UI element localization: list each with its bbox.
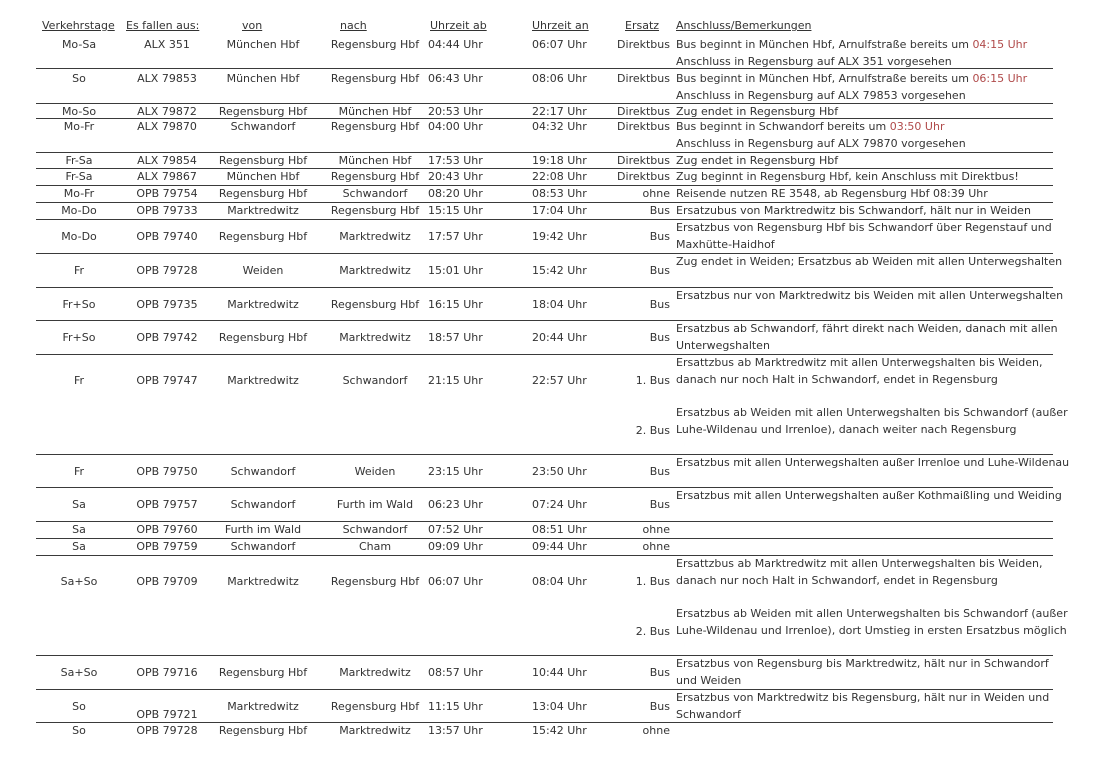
verkehrstage-cell: Sa	[72, 523, 86, 536]
bemerkung-cell	[676, 288, 1064, 305]
von-cell: Regensburg Hbf	[218, 724, 308, 737]
abfahrt-cell: 04:00 Uhr	[428, 120, 483, 133]
bemerkung-line: danach nur noch Halt in Schwandorf, endet in Regensburg	[676, 573, 998, 587]
bemerkung-text: Ersatzbus mit allen Unterwegshalten außer Irrenloe und Luhe-Wildenau	[676, 456, 1070, 469]
table-row	[36, 202, 1053, 220]
zug-cell: ALX 79872	[137, 105, 197, 118]
ersatz-cell: Bus	[649, 264, 670, 277]
ankunft-cell: 19:18 Uhr	[532, 154, 587, 167]
nach-cell: München Hbf	[338, 154, 412, 167]
header-uhrzeit-ab: Uhrzeit ab	[430, 19, 487, 32]
von-cell: Regensburg Hbf	[218, 666, 308, 679]
abfahrt-cell: 06:23 Uhr	[428, 498, 483, 511]
bemerkung-cell	[676, 119, 1056, 152]
von-cell: Marktredwitz	[227, 700, 299, 713]
bemerkung-line: Anschluss in Regensburg auf ALX 351 vorgesehen	[676, 54, 952, 68]
ersatz-cell: Bus	[649, 204, 670, 217]
bemerkung-line	[676, 37, 1056, 54]
von-cell: München Hbf	[226, 170, 300, 183]
nach-cell: Regensburg Hbf	[330, 170, 420, 183]
von-cell: München Hbf	[226, 38, 300, 51]
bemerkung-cell	[676, 355, 1068, 438]
bemerkung-line: Unterwegshalten	[676, 338, 770, 352]
zug-cell: ALX 79854	[137, 154, 197, 167]
bemerkung-line: Ersatzbus ab Weiden mit allen Unterwegshalten bis Schwandorf (außer	[676, 607, 1068, 620]
zug-cell: OPB 79757	[136, 498, 198, 511]
ersatz-cell-2: 2. Bus	[635, 424, 670, 437]
verkehrstage-cell: Sa	[72, 498, 86, 511]
verkehrstage-cell: Sa+So	[60, 575, 98, 588]
verkehrstage-cell: Fr	[73, 374, 85, 387]
von-cell: Regensburg Hbf	[218, 230, 308, 243]
ankunft-cell: 22:57 Uhr	[532, 374, 587, 387]
verkehrstage-cell: Fr+So	[62, 298, 96, 311]
von-cell: Schwandorf	[230, 465, 296, 478]
abfahrt-cell: 21:15 Uhr	[428, 374, 483, 387]
nach-cell: Regensburg Hbf	[330, 700, 420, 713]
nach-cell: Regensburg Hbf	[330, 298, 420, 311]
bemerkung-line: und Weiden	[676, 673, 742, 687]
table-row	[36, 521, 1053, 539]
ankunft-cell: 22:17 Uhr	[532, 105, 587, 118]
nach-cell: Schwandorf	[342, 374, 408, 387]
ankunft-cell: 07:24 Uhr	[532, 498, 587, 511]
nach-cell: Marktredwitz	[339, 264, 411, 277]
table-row	[36, 253, 1063, 288]
verkehrstage-cell: Mo-Do	[61, 204, 97, 217]
zug-cell: OPB 79733	[136, 204, 198, 217]
ankunft-cell: 15:42 Uhr	[532, 724, 587, 737]
von-cell: Marktredwitz	[227, 204, 299, 217]
abfahrt-cell: 20:43 Uhr	[428, 170, 483, 183]
header-uhrzeit-an: Uhrzeit an	[532, 19, 589, 32]
table-row	[36, 68, 1053, 104]
ersatz-cell: Direktbus	[617, 154, 670, 167]
bemerkung-line	[676, 254, 1063, 271]
ersatz-cell: Direktbus	[617, 170, 670, 183]
ersatz-cell: Bus	[649, 666, 670, 679]
abfahrt-cell: 08:20 Uhr	[428, 187, 483, 200]
bemerkung-line	[676, 321, 1056, 338]
table-row	[36, 555, 1068, 656]
nach-cell: Marktredwitz	[339, 230, 411, 243]
von-cell: Regensburg Hbf	[218, 105, 308, 118]
header-von: von	[242, 19, 263, 32]
verkehrstage-cell: So	[72, 72, 86, 85]
zug-cell: OPB 79754	[136, 187, 198, 200]
ersatz-cell: Direktbus	[617, 105, 670, 118]
bemerkung-cell	[676, 455, 1070, 472]
ersatz-cell: Bus	[649, 331, 670, 344]
bemerkung-text: Ersatzbus ab Schwandorf, fährt direkt nach Weiden, danach mit allen	[676, 322, 1058, 335]
table-row	[36, 320, 1058, 355]
table-row	[36, 287, 1064, 321]
nach-cell: Regensburg Hbf	[330, 120, 420, 133]
ankunft-cell: 18:04 Uhr	[532, 298, 587, 311]
nach-cell: München Hbf	[338, 105, 412, 118]
ersatz-cell: Direktbus	[617, 120, 670, 133]
ersatz-cell: Bus	[649, 298, 670, 311]
zug-cell: ALX 79867	[137, 170, 197, 183]
bemerkung-text: Zug endet in Weiden; Ersatzbus ab Weiden mit allen Unterwegshalten	[676, 255, 1063, 268]
ankunft-cell: 10:44 Uhr	[532, 666, 587, 679]
ersatz-cell: Bus	[649, 498, 670, 511]
table-row	[36, 34, 1053, 68]
bemerkung-text: Ersattzbus ab Marktredwitz mit allen Unterwegshalten bis Weiden,	[676, 356, 1043, 369]
highlighted-time: 06:15 Uhr	[972, 72, 1028, 85]
von-cell: Marktredwitz	[227, 575, 299, 588]
zug-cell: OPB 79721	[136, 708, 198, 721]
zug-cell: ALX 79853	[137, 72, 197, 85]
verkehrstage-cell: Mo-So	[61, 105, 97, 118]
von-cell: Furth im Wald	[224, 523, 302, 536]
ankunft-cell: 08:51 Uhr	[532, 523, 587, 536]
von-cell: Schwandorf	[230, 498, 296, 511]
abfahrt-cell: 18:57 Uhr	[428, 331, 483, 344]
bemerkung-text: Ersatzbus von Regensburg Hbf bis Schwandorf über Regenstauf und	[676, 221, 1052, 234]
bemerkung-text: Ersattzbus ab Marktredwitz mit allen Unterwegshalten bis Weiden,	[676, 557, 1043, 570]
abfahrt-cell: 17:57 Uhr	[428, 230, 483, 243]
von-cell: Weiden	[242, 264, 284, 277]
bemerkung-line: danach nur noch Halt in Schwandorf, endet in Regensburg	[676, 372, 998, 386]
verkehrstage-cell: Mo-Fr	[63, 120, 95, 133]
ankunft-cell: 09:44 Uhr	[532, 540, 587, 553]
verkehrstage-cell: Mo-Fr	[63, 187, 95, 200]
bemerkung-cell	[676, 321, 1056, 354]
von-cell: Regensburg Hbf	[218, 187, 308, 200]
ersatz-cell: Bus	[649, 230, 670, 243]
bemerkung-text: Reisende nutzen RE 3548, ab Regensburg Hbf 08:39 Uhr	[676, 187, 988, 200]
verkehrstage-cell: Fr+So	[62, 331, 96, 344]
header-zug: Es fallen aus:	[126, 19, 200, 32]
ersatz-cell: Bus	[649, 700, 670, 713]
zug-cell: OPB 79742	[136, 331, 198, 344]
nach-cell: Regensburg Hbf	[330, 38, 420, 51]
header-nach: nach	[340, 19, 367, 32]
bemerkung-text: Ersatzubus von Marktredwitz bis Schwandorf, hält nur in Weiden	[676, 204, 1031, 217]
header-verkehrstage: Verkehrstage	[42, 19, 115, 32]
nach-cell: Schwandorf	[342, 523, 408, 536]
bemerkung-line	[676, 119, 1056, 136]
bemerkung-cell	[676, 220, 1056, 253]
ankunft-cell: 08:53 Uhr	[532, 187, 587, 200]
bemerkung-text: Bus beginnt in München Hbf, Arnulfstraße bereits um	[676, 72, 973, 85]
zug-cell: OPB 79747	[136, 374, 198, 387]
bemerkung-line	[676, 690, 1056, 707]
bemerkung-line: Maxhütte-Haidhof	[676, 237, 775, 251]
table-row	[36, 118, 1053, 153]
table-row	[36, 487, 1062, 522]
von-cell: Regensburg Hbf	[218, 154, 308, 167]
bemerkung-cell	[676, 690, 1056, 723]
zug-cell: ALX 79870	[137, 120, 197, 133]
zug-cell: OPB 79759	[136, 540, 198, 553]
bemerkung-cell	[676, 71, 1056, 104]
bemerkung-line: Luhe-Wildenau und Irrenloe), danach weiter nach Regensburg	[676, 422, 1017, 436]
bemerkung-cell	[676, 488, 1062, 505]
verkehrstage-cell: Sa+So	[60, 666, 98, 679]
ankunft-cell: 04:32 Uhr	[532, 120, 587, 133]
nach-cell: Cham	[358, 540, 392, 553]
ersatz-cell: 1. Bus	[635, 575, 670, 588]
verkehrstage-cell: Mo-Do	[61, 230, 97, 243]
von-cell: Regensburg Hbf	[218, 331, 308, 344]
ersatz-cell: 1. Bus	[635, 374, 670, 387]
zug-cell: OPB 79735	[136, 298, 198, 311]
header-ersatz: Ersatz	[625, 19, 660, 32]
ankunft-cell: 06:07 Uhr	[532, 38, 587, 51]
bemerkung-line	[676, 71, 1056, 88]
zug-cell: OPB 79740	[136, 230, 198, 243]
bemerkung-text: Zug endet in Regensburg Hbf	[676, 154, 839, 167]
ersatz-cell: ohne	[642, 523, 670, 536]
ersatz-cell: ohne	[642, 724, 670, 737]
nach-cell: Marktredwitz	[339, 666, 411, 679]
bemerkung-line	[676, 169, 1056, 186]
verkehrstage-cell: Mo-Sa	[61, 38, 97, 51]
bemerkung-text: Ersatzbus von Regensburg bis Marktredwitz, hält nur in Schwandorf	[676, 657, 1049, 670]
nach-cell: Weiden	[354, 465, 396, 478]
verkehrstage-cell: Fr	[73, 465, 85, 478]
ersatz-cell-2: 2. Bus	[635, 625, 670, 638]
highlighted-time: 03:50 Uhr	[889, 120, 945, 133]
table-row	[36, 354, 1068, 455]
ersatz-cell: ohne	[642, 187, 670, 200]
nach-cell: Regensburg Hbf	[330, 72, 420, 85]
ankunft-cell: 20:44 Uhr	[532, 331, 587, 344]
table-row	[36, 185, 1053, 203]
von-cell: Marktredwitz	[227, 298, 299, 311]
ankunft-cell: 19:42 Uhr	[532, 230, 587, 243]
table-row	[36, 538, 1053, 556]
verkehrstage-cell: So	[72, 700, 86, 713]
von-cell: München Hbf	[226, 72, 300, 85]
zug-cell: ALX 351	[144, 38, 190, 51]
abfahrt-cell: 13:57 Uhr	[428, 724, 483, 737]
ankunft-cell: 08:06 Uhr	[532, 72, 587, 85]
abfahrt-cell: 15:15 Uhr	[428, 204, 483, 217]
bemerkung-line	[676, 488, 1062, 505]
verkehrstage-cell: Fr-Sa	[65, 154, 93, 167]
header-bemerkungen: Anschluss/Bemerkungen	[676, 19, 812, 32]
bemerkung-cell	[676, 37, 1056, 70]
table-row	[36, 219, 1053, 254]
ersatz-cell: ohne	[642, 540, 670, 553]
highlighted-time: 04:15 Uhr	[972, 38, 1028, 51]
nach-cell: Marktredwitz	[339, 331, 411, 344]
abfahrt-cell: 17:53 Uhr	[428, 154, 483, 167]
bemerkung-line	[676, 186, 1056, 203]
bemerkung-text: Bus beginnt in München Hbf, Arnulfstraße bereits um	[676, 38, 973, 51]
verkehrstage-cell: So	[72, 724, 86, 737]
abfahrt-cell: 11:15 Uhr	[428, 700, 483, 713]
bemerkung-cell	[676, 203, 1056, 220]
von-cell: Schwandorf	[230, 120, 296, 133]
ankunft-cell: 15:42 Uhr	[532, 264, 587, 277]
bemerkung-cell	[676, 254, 1063, 271]
bemerkung-text: Ersatzbus nur von Marktredwitz bis Weiden mit allen Unterwegshalten	[676, 289, 1064, 302]
zug-cell: OPB 79728	[136, 264, 198, 277]
ankunft-cell: 13:04 Uhr	[532, 700, 587, 713]
abfahrt-cell: 08:57 Uhr	[428, 666, 483, 679]
abfahrt-cell: 06:07 Uhr	[428, 575, 483, 588]
bemerkung-line: Schwandorf	[676, 707, 741, 721]
bemerkung-line	[676, 455, 1070, 472]
bemerkung-text: Ersatzbus von Marktredwitz bis Regensburg, hält nur in Weiden und	[676, 691, 1050, 704]
zug-cell: OPB 79716	[136, 666, 198, 679]
bemerkung-text: Bus beginnt in Schwandorf bereits um	[676, 120, 890, 133]
table-row	[36, 103, 1053, 119]
bemerkung-cell	[676, 556, 1068, 639]
bemerkung-line	[676, 220, 1056, 237]
table-row	[36, 722, 1053, 743]
zug-cell: OPB 79760	[136, 523, 198, 536]
nach-cell: Regensburg Hbf	[330, 204, 420, 217]
bemerkung-text: Ersatzbus mit allen Unterwegshalten außer Kothmaißling und Weiding	[676, 489, 1062, 502]
bemerkung-text: Zug endet in Regensburg Hbf	[676, 105, 839, 118]
bemerkung-text: Zug beginnt in Regensburg Hbf, kein Anschluss mit Direktbus!	[676, 170, 1019, 183]
table-row	[36, 689, 1053, 723]
ersatz-cell: Bus	[649, 465, 670, 478]
bemerkung-line	[676, 656, 1056, 673]
von-cell: Schwandorf	[230, 540, 296, 553]
ankunft-cell: 17:04 Uhr	[532, 204, 587, 217]
bemerkung-cell	[676, 656, 1056, 689]
zug-cell: OPB 79750	[136, 465, 198, 478]
bemerkung-line	[676, 203, 1056, 220]
abfahrt-cell: 15:01 Uhr	[428, 264, 483, 277]
table-row	[36, 454, 1070, 488]
verkehrstage-cell: Fr-Sa	[65, 170, 93, 183]
abfahrt-cell: 16:15 Uhr	[428, 298, 483, 311]
table-row	[36, 168, 1053, 186]
zug-cell: OPB 79709	[136, 575, 198, 588]
ankunft-cell: 22:08 Uhr	[532, 170, 587, 183]
bemerkung-line	[676, 355, 1056, 372]
nach-cell: Schwandorf	[342, 187, 408, 200]
bemerkung-line: Anschluss in Regensburg auf ALX 79870 vorgesehen	[676, 136, 966, 150]
nach-cell: Marktredwitz	[339, 724, 411, 737]
verkehrstage-cell: Sa	[72, 540, 86, 553]
bemerkung-line	[676, 556, 1056, 573]
ankunft-cell: 08:04 Uhr	[532, 575, 587, 588]
table-row	[36, 152, 1053, 169]
abfahrt-cell: 09:09 Uhr	[428, 540, 483, 553]
ersatz-cell: Direktbus	[617, 72, 670, 85]
zug-cell: OPB 79728	[136, 724, 198, 737]
verkehrstage-cell: Fr	[73, 264, 85, 277]
bemerkung-line	[676, 288, 1064, 305]
abfahrt-cell: 06:43 Uhr	[428, 72, 483, 85]
bemerkung-cell	[676, 169, 1056, 186]
abfahrt-cell: 20:53 Uhr	[428, 105, 483, 118]
bemerkung-line: Luhe-Wildenau und Irrenloe), dort Umstieg in ersten Ersatzbus möglich	[676, 623, 1067, 637]
bemerkung-line: Ersatzbus ab Weiden mit allen Unterwegshalten bis Schwandorf (außer	[676, 406, 1068, 419]
nach-cell: Regensburg Hbf	[330, 575, 420, 588]
nach-cell: Furth im Wald	[336, 498, 414, 511]
table-row	[36, 655, 1053, 690]
von-cell: Marktredwitz	[227, 374, 299, 387]
bemerkung-line: Anschluss in Regensburg auf ALX 79853 vorgesehen	[676, 88, 966, 102]
ankunft-cell: 23:50 Uhr	[532, 465, 587, 478]
bemerkung-cell	[676, 186, 1056, 203]
abfahrt-cell: 07:52 Uhr	[428, 523, 483, 536]
abfahrt-cell: 04:44 Uhr	[428, 38, 483, 51]
abfahrt-cell: 23:15 Uhr	[428, 465, 483, 478]
ersatz-cell: Direktbus	[617, 38, 670, 51]
